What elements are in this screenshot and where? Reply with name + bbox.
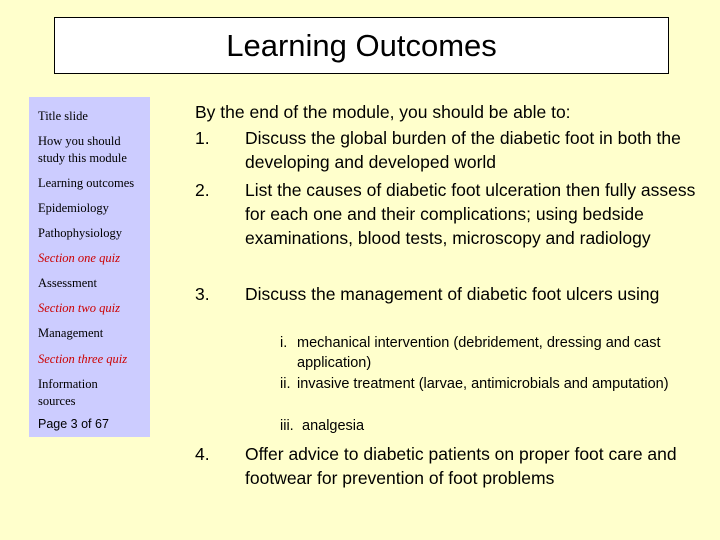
sub-item-text: analgesia xyxy=(302,418,365,434)
sub-item-text: invasive treatment (larvae, antimicrobials and amputation) xyxy=(297,376,669,392)
page-number: Page 3 of 67 xyxy=(38,417,109,431)
sidebar-nav xyxy=(29,97,150,437)
outcome-text: Offer advice to diabetic patients on proper foot care and footwear for prevention of foot problems xyxy=(245,444,677,488)
outcome-text: List the causes of diabetic foot ulceration then fully assess for each one and their complications; using bedside examinations, blood tests, microscopy and radiology xyxy=(245,180,696,248)
sidebar-item-epidemiology[interactable]: Epidemiology xyxy=(38,201,109,215)
sidebar-item-title-slide[interactable]: Title slide xyxy=(38,109,88,123)
outcome-number: 3. xyxy=(195,284,210,304)
intro-text: By the end of the module, you should be able to: xyxy=(195,102,571,122)
sidebar-item-assessment[interactable]: Assessment xyxy=(38,276,98,290)
slide-title: Learning Outcomes xyxy=(54,17,669,74)
sidebar-item-pathophysiology[interactable]: Pathophysiology xyxy=(38,226,123,240)
sidebar-item-section-three-quiz[interactable]: Section three quiz xyxy=(38,352,128,366)
sidebar-item-how-to-study[interactable]: How you should study this module xyxy=(38,134,127,165)
sub-item-number: i. xyxy=(280,335,288,351)
sub-item-number: ii. xyxy=(280,376,291,392)
sidebar-item-learning-outcomes[interactable]: Learning outcomes xyxy=(38,176,135,190)
outcome-number: 4. xyxy=(195,444,210,464)
outcome-text: Discuss the management of diabetic foot ulcers using xyxy=(245,284,660,304)
outcome-number: 2. xyxy=(195,180,210,200)
sidebar-item-section-two-quiz[interactable]: Section two quiz xyxy=(38,301,120,315)
sidebar-item-management[interactable]: Management xyxy=(38,326,104,340)
sidebar-item-information-sources[interactable]: Information sources xyxy=(38,377,98,408)
outcome-text: Discuss the global burden of the diabetic foot in both the developing and developed world xyxy=(245,128,681,172)
sidebar-item-section-one-quiz[interactable]: Section one quiz xyxy=(38,251,120,265)
sub-item-number: iii. xyxy=(280,418,294,434)
sub-item-text: mechanical intervention (debridement, dressing and cast application) xyxy=(297,335,661,371)
outcome-number: 1. xyxy=(195,128,210,148)
